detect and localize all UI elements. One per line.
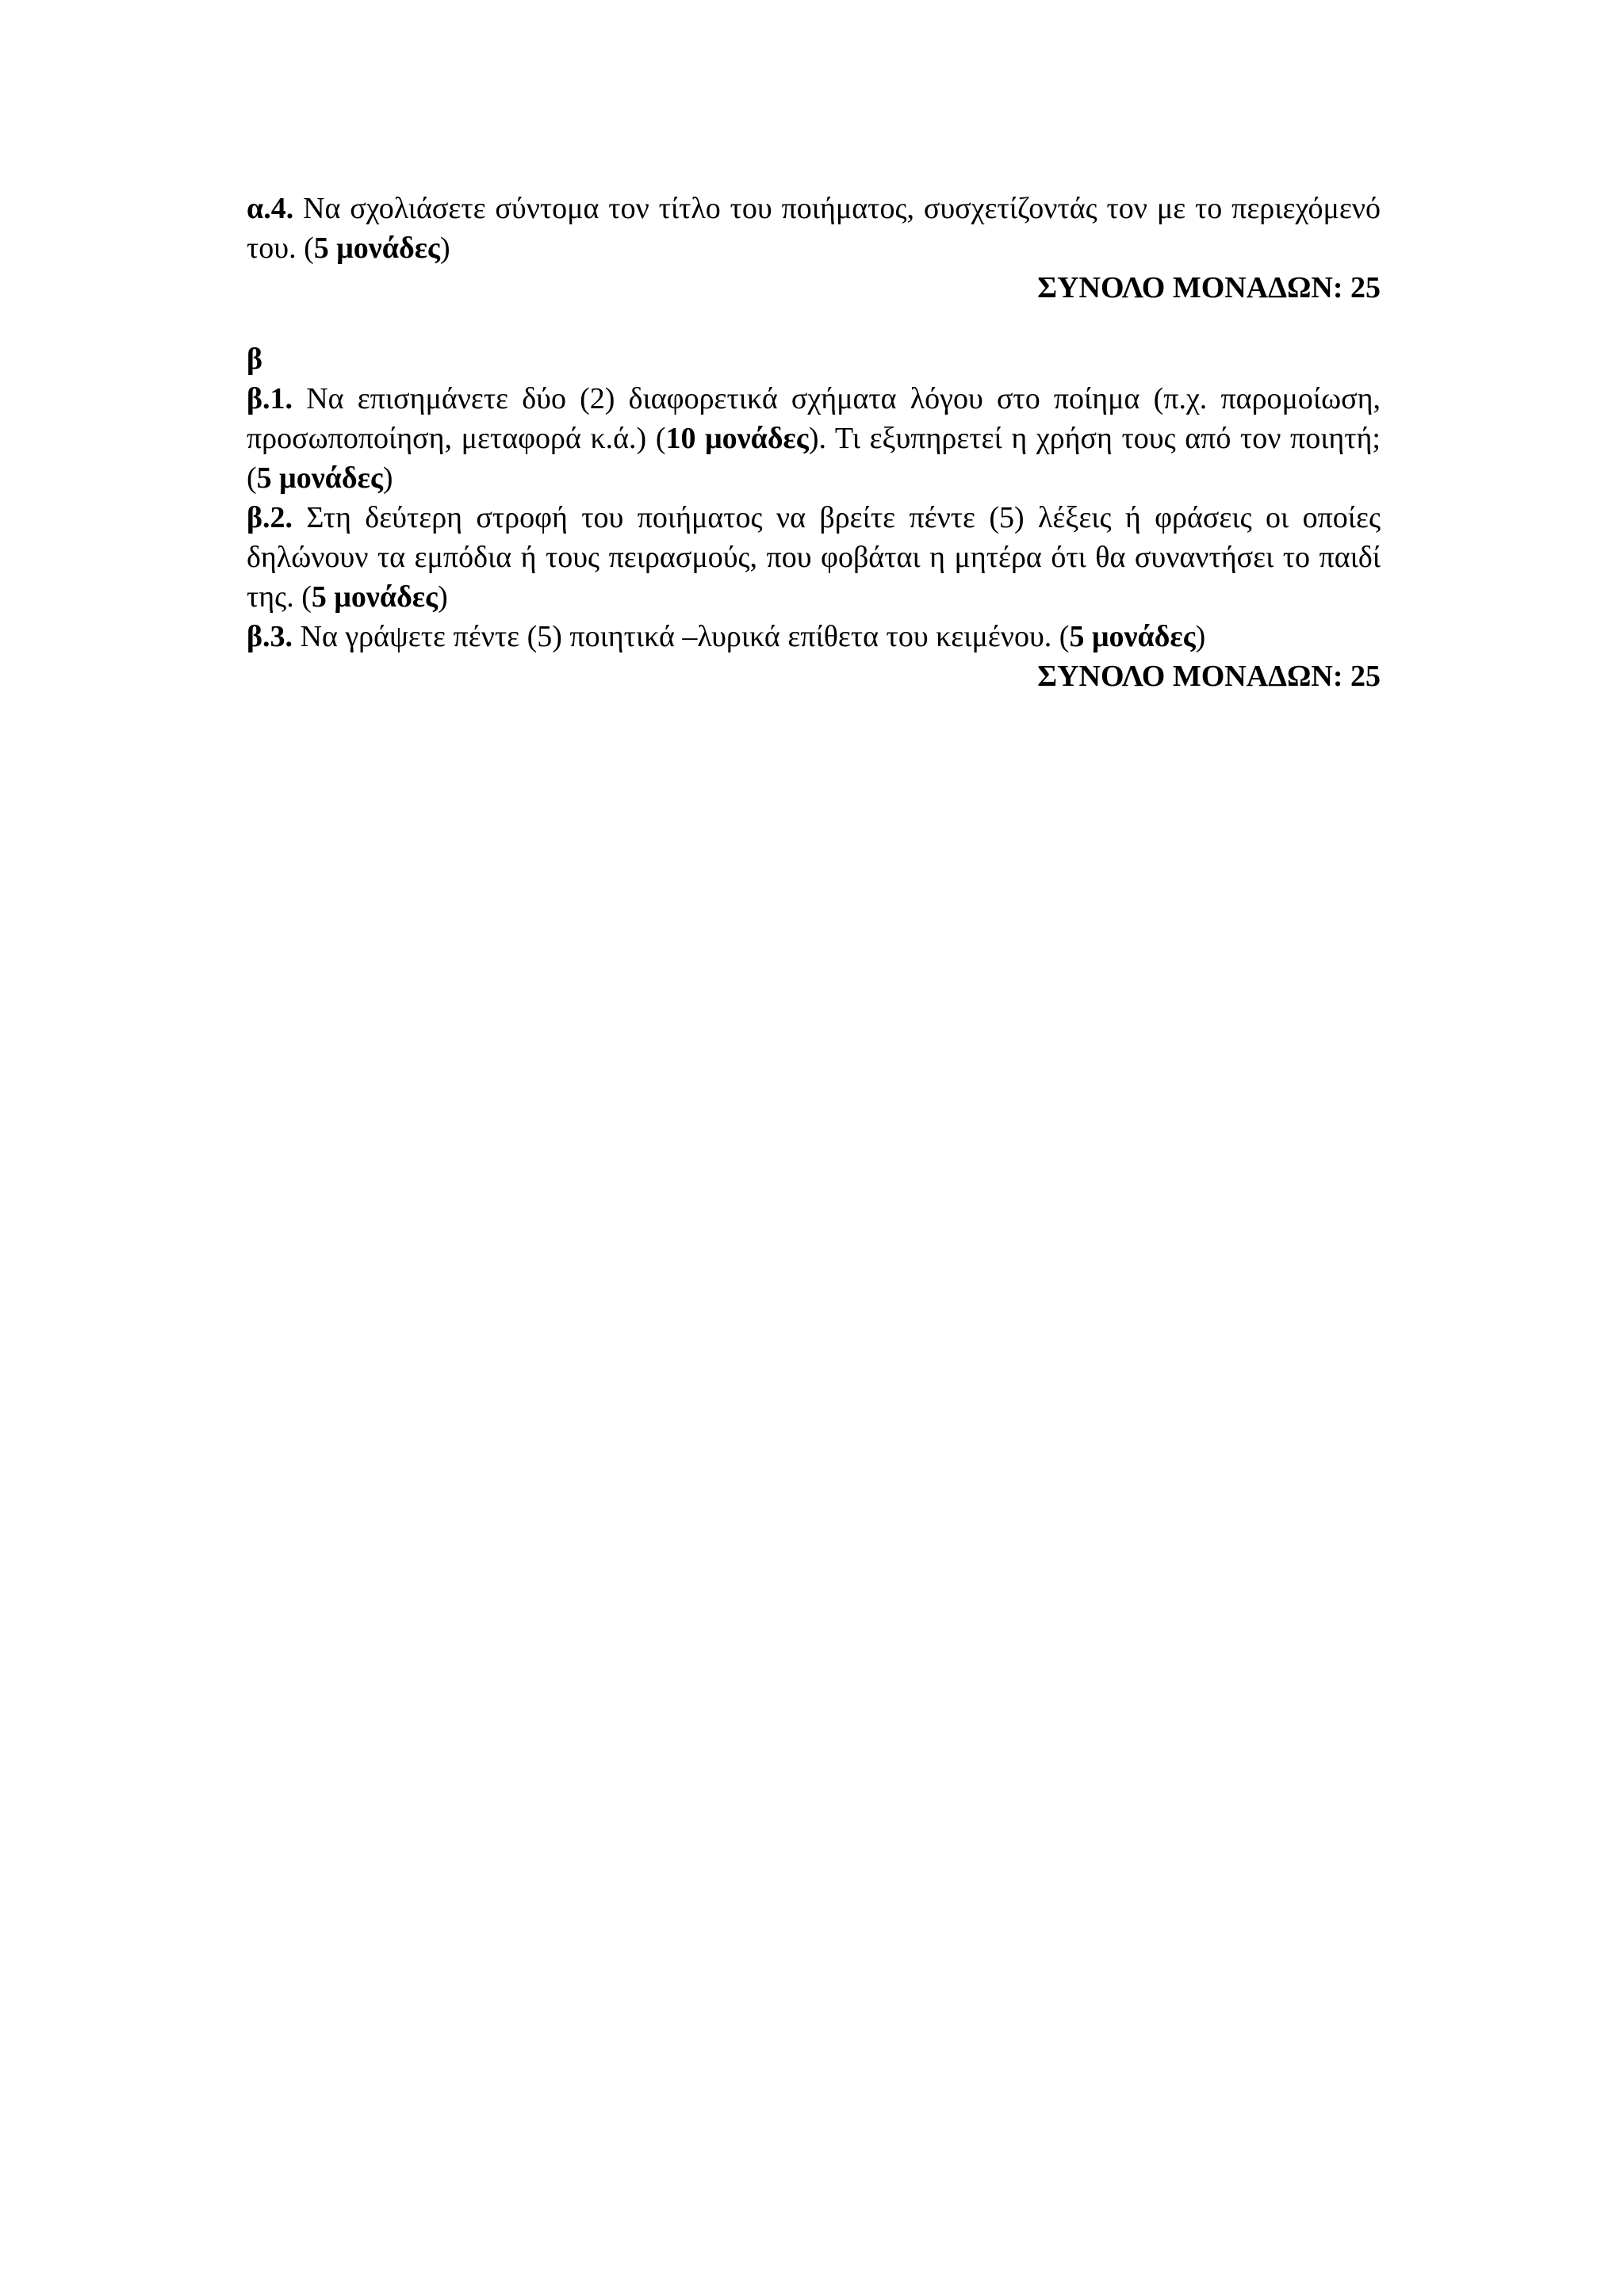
question-text: ). Τι εξυπηρετεί η χρήση τους από τον ποιητή; (	[247, 422, 1381, 495]
question-text: Να σχολιάσετε σύντομα τον τίτλο του ποιήματος, συσχετίζοντάς τον με το περιεχόμενό του. (	[247, 192, 1381, 265]
question-text: Στη δεύτερη στροφή του ποιήματος να βρείτε πέντε (5) λέξεις ή φράσεις οι οποίες δηλώνουν τα εμπόδια ή τους πειρασμούς, που φοβάται η μητέρα ότι θα συναντήσει το παιδί της. (	[247, 501, 1381, 614]
question-text: Να επισημάνετε δύο (2) διαφορετικά σχήματα λόγου στο ποίημα (π.χ. παρομοίωση, προσωποποίηση, μεταφορά κ.ά.) (	[247, 382, 1381, 455]
points-label: 5 μονάδες	[256, 461, 383, 495]
closing-paren: )	[439, 232, 450, 265]
question-label: α.4.	[247, 192, 294, 225]
points-label: 5 μονάδες	[311, 580, 439, 614]
question-b2	[247, 498, 1381, 617]
question-b1	[247, 379, 1381, 498]
points-label: 5 μονάδες	[313, 232, 440, 265]
closing-paren: )	[382, 461, 393, 495]
total-points-a: ΣΥΝΟΛΟ ΜΟΝΑΔΩΝ: 25	[1037, 271, 1381, 304]
question-label: β.1.	[247, 382, 293, 415]
total-points-b: ΣΥΝΟΛΟ ΜΟΝΑΔΩΝ: 25	[1037, 660, 1381, 693]
question-label: β.3.	[247, 620, 293, 653]
question-text: Να γράψετε πέντε (5) ποιητικά –λυρικά επίθετα του κειμένου. (	[293, 620, 1070, 653]
closing-paren: )	[438, 580, 448, 614]
closing-paren: )	[1195, 620, 1206, 653]
document-page	[247, 189, 1381, 696]
points-label: 5 μονάδες	[1069, 620, 1196, 653]
question-label: β.2.	[247, 501, 293, 534]
points-label: 10 μονάδες	[665, 422, 809, 455]
question-a4	[247, 189, 1381, 268]
section-heading-b: β	[247, 342, 263, 376]
question-b3	[247, 617, 1381, 656]
